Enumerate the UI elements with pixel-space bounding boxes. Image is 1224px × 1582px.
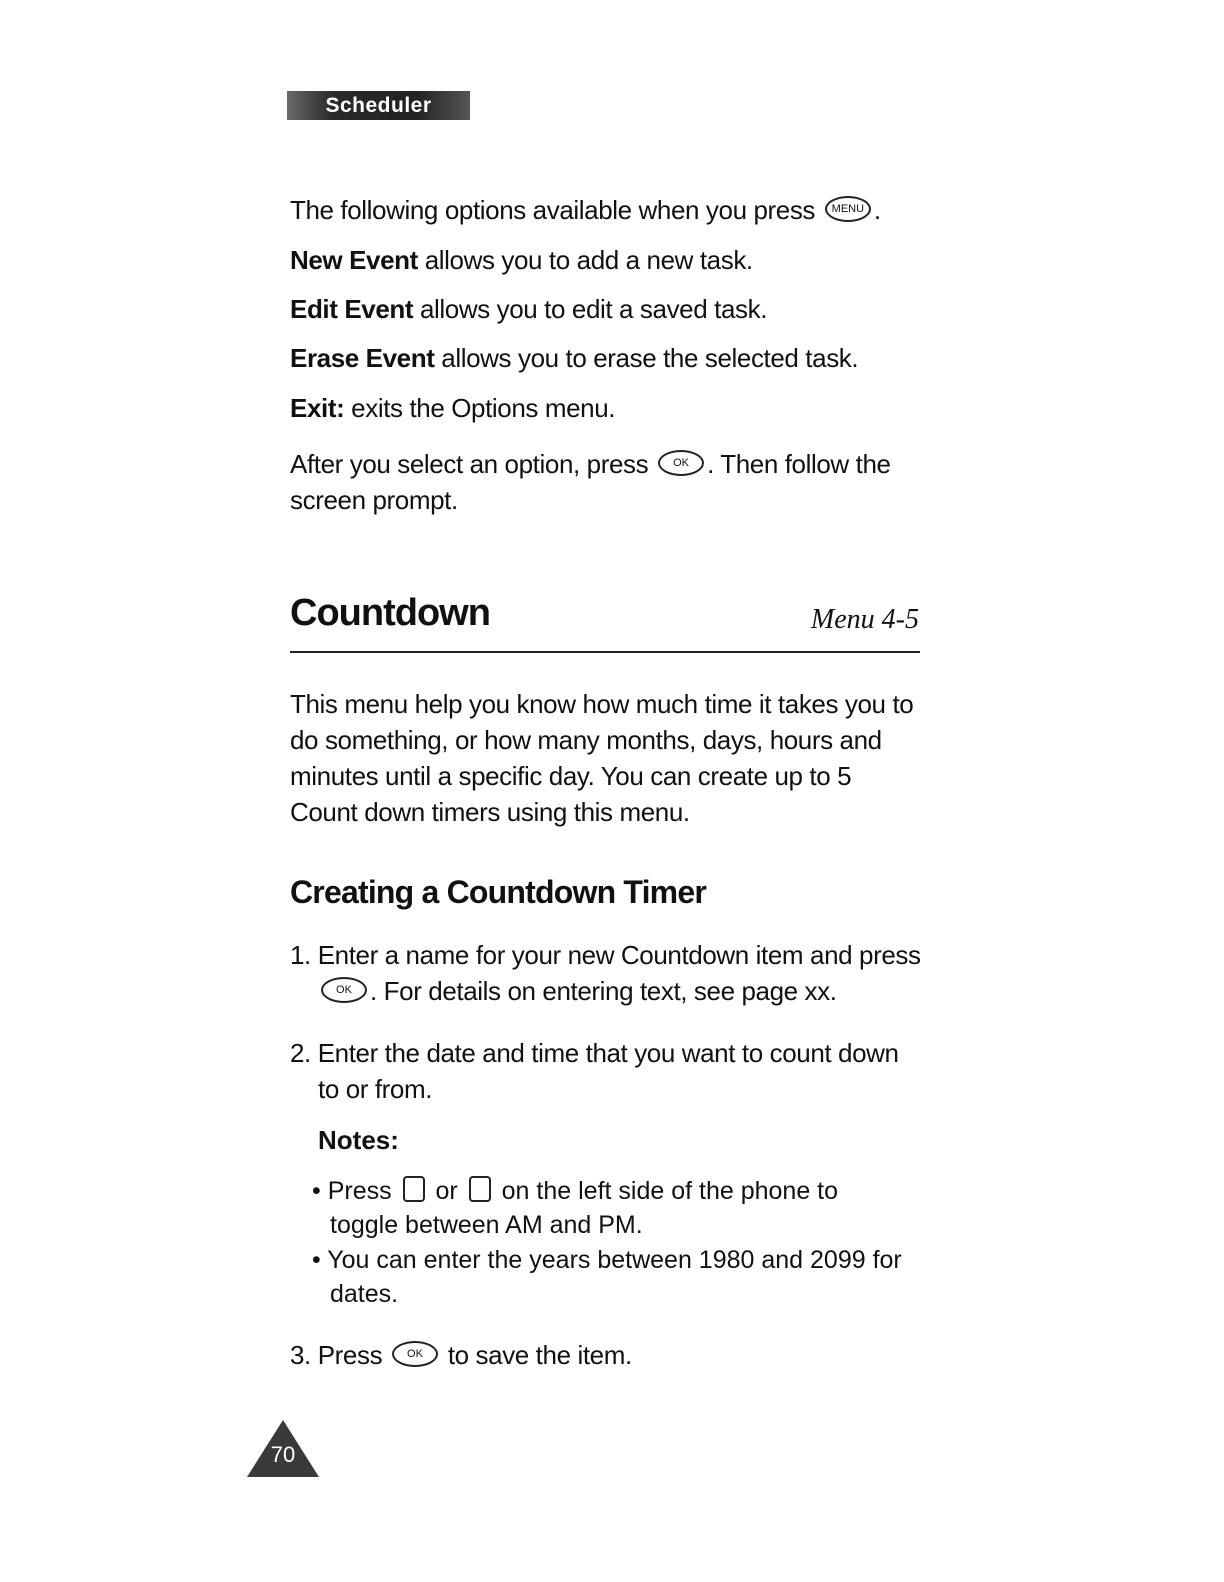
countdown-desc-line: Count down timers using this menu. <box>290 797 690 827</box>
option-term: Erase Event <box>290 343 435 373</box>
note-1-line-2: toggle between AM and PM. <box>330 1211 643 1239</box>
intro-text: The following options available when you press <box>290 195 816 225</box>
note-2-line-2: dates. <box>330 1280 399 1308</box>
option-desc: allows you to erase the selected task. <box>434 343 859 373</box>
ok-key-icon: OK <box>321 977 367 1003</box>
ok-key-icon: OK <box>658 450 704 476</box>
after-line-1 <box>290 446 891 482</box>
intro-period: . <box>873 195 881 225</box>
option-term: Edit Event <box>290 294 414 324</box>
after-text: After you select an option, press <box>290 449 649 479</box>
step-2-line-1: 2. Enter the date and time that you want to count down <box>290 1038 899 1068</box>
section-tab: Scheduler <box>287 91 470 120</box>
option-new-event <box>290 242 753 278</box>
option-desc: allows you to edit a saved task. <box>413 294 768 324</box>
note-text: or <box>435 1177 458 1205</box>
step-1-text: . For details on entering text, see page xx. <box>370 976 837 1006</box>
volume-down-key-icon <box>469 1176 491 1202</box>
creating-title: Creating a Countdown Timer <box>290 874 706 910</box>
step-3-text-post: to save the item. <box>447 1340 632 1370</box>
option-term: Exit: <box>290 393 345 423</box>
step-3 <box>290 1337 632 1373</box>
note-text: • Press <box>312 1177 392 1205</box>
step-1-line-1: 1. Enter a name for your new Countdown item and press <box>290 940 921 970</box>
note-2-line-1: • You can enter the years between 1980 and 2099 for <box>312 1246 902 1274</box>
countdown-desc-line: do something, or how many months, days, hours and <box>290 725 882 755</box>
countdown-title: Countdown <box>290 592 490 634</box>
volume-up-key-icon <box>403 1176 425 1202</box>
option-exit <box>290 390 615 426</box>
ok-key-icon: OK <box>392 1341 438 1367</box>
after-line-2: screen prompt. <box>290 485 458 515</box>
heading-rule <box>290 651 920 653</box>
note-text: on the left side of the phone to <box>501 1177 839 1205</box>
menu-key-icon: MENU <box>825 196 871 222</box>
option-desc: allows you to add a new task. <box>417 245 753 275</box>
page-number: 70 <box>270 1442 296 1467</box>
step-3-text: 3. Press <box>290 1340 383 1370</box>
option-erase-event <box>290 340 858 376</box>
step-1-line-2 <box>318 973 837 1009</box>
countdown-desc-line: minutes until a specific day. You can create up to 5 <box>290 761 852 791</box>
countdown-desc-line: This menu help you know how much time it takes you to <box>290 689 914 719</box>
option-edit-event <box>290 291 767 327</box>
after-text-post: . Then follow the <box>707 449 891 479</box>
note-1-line-1 <box>312 1174 838 1208</box>
step-2-line-2: to or from. <box>318 1074 433 1104</box>
option-term: New Event <box>290 245 418 275</box>
option-desc: exits the Options menu. <box>344 393 616 423</box>
menu-reference: Menu 4-5 <box>810 604 919 635</box>
notes-label: Notes: <box>318 1125 399 1155</box>
intro-line <box>290 192 881 228</box>
